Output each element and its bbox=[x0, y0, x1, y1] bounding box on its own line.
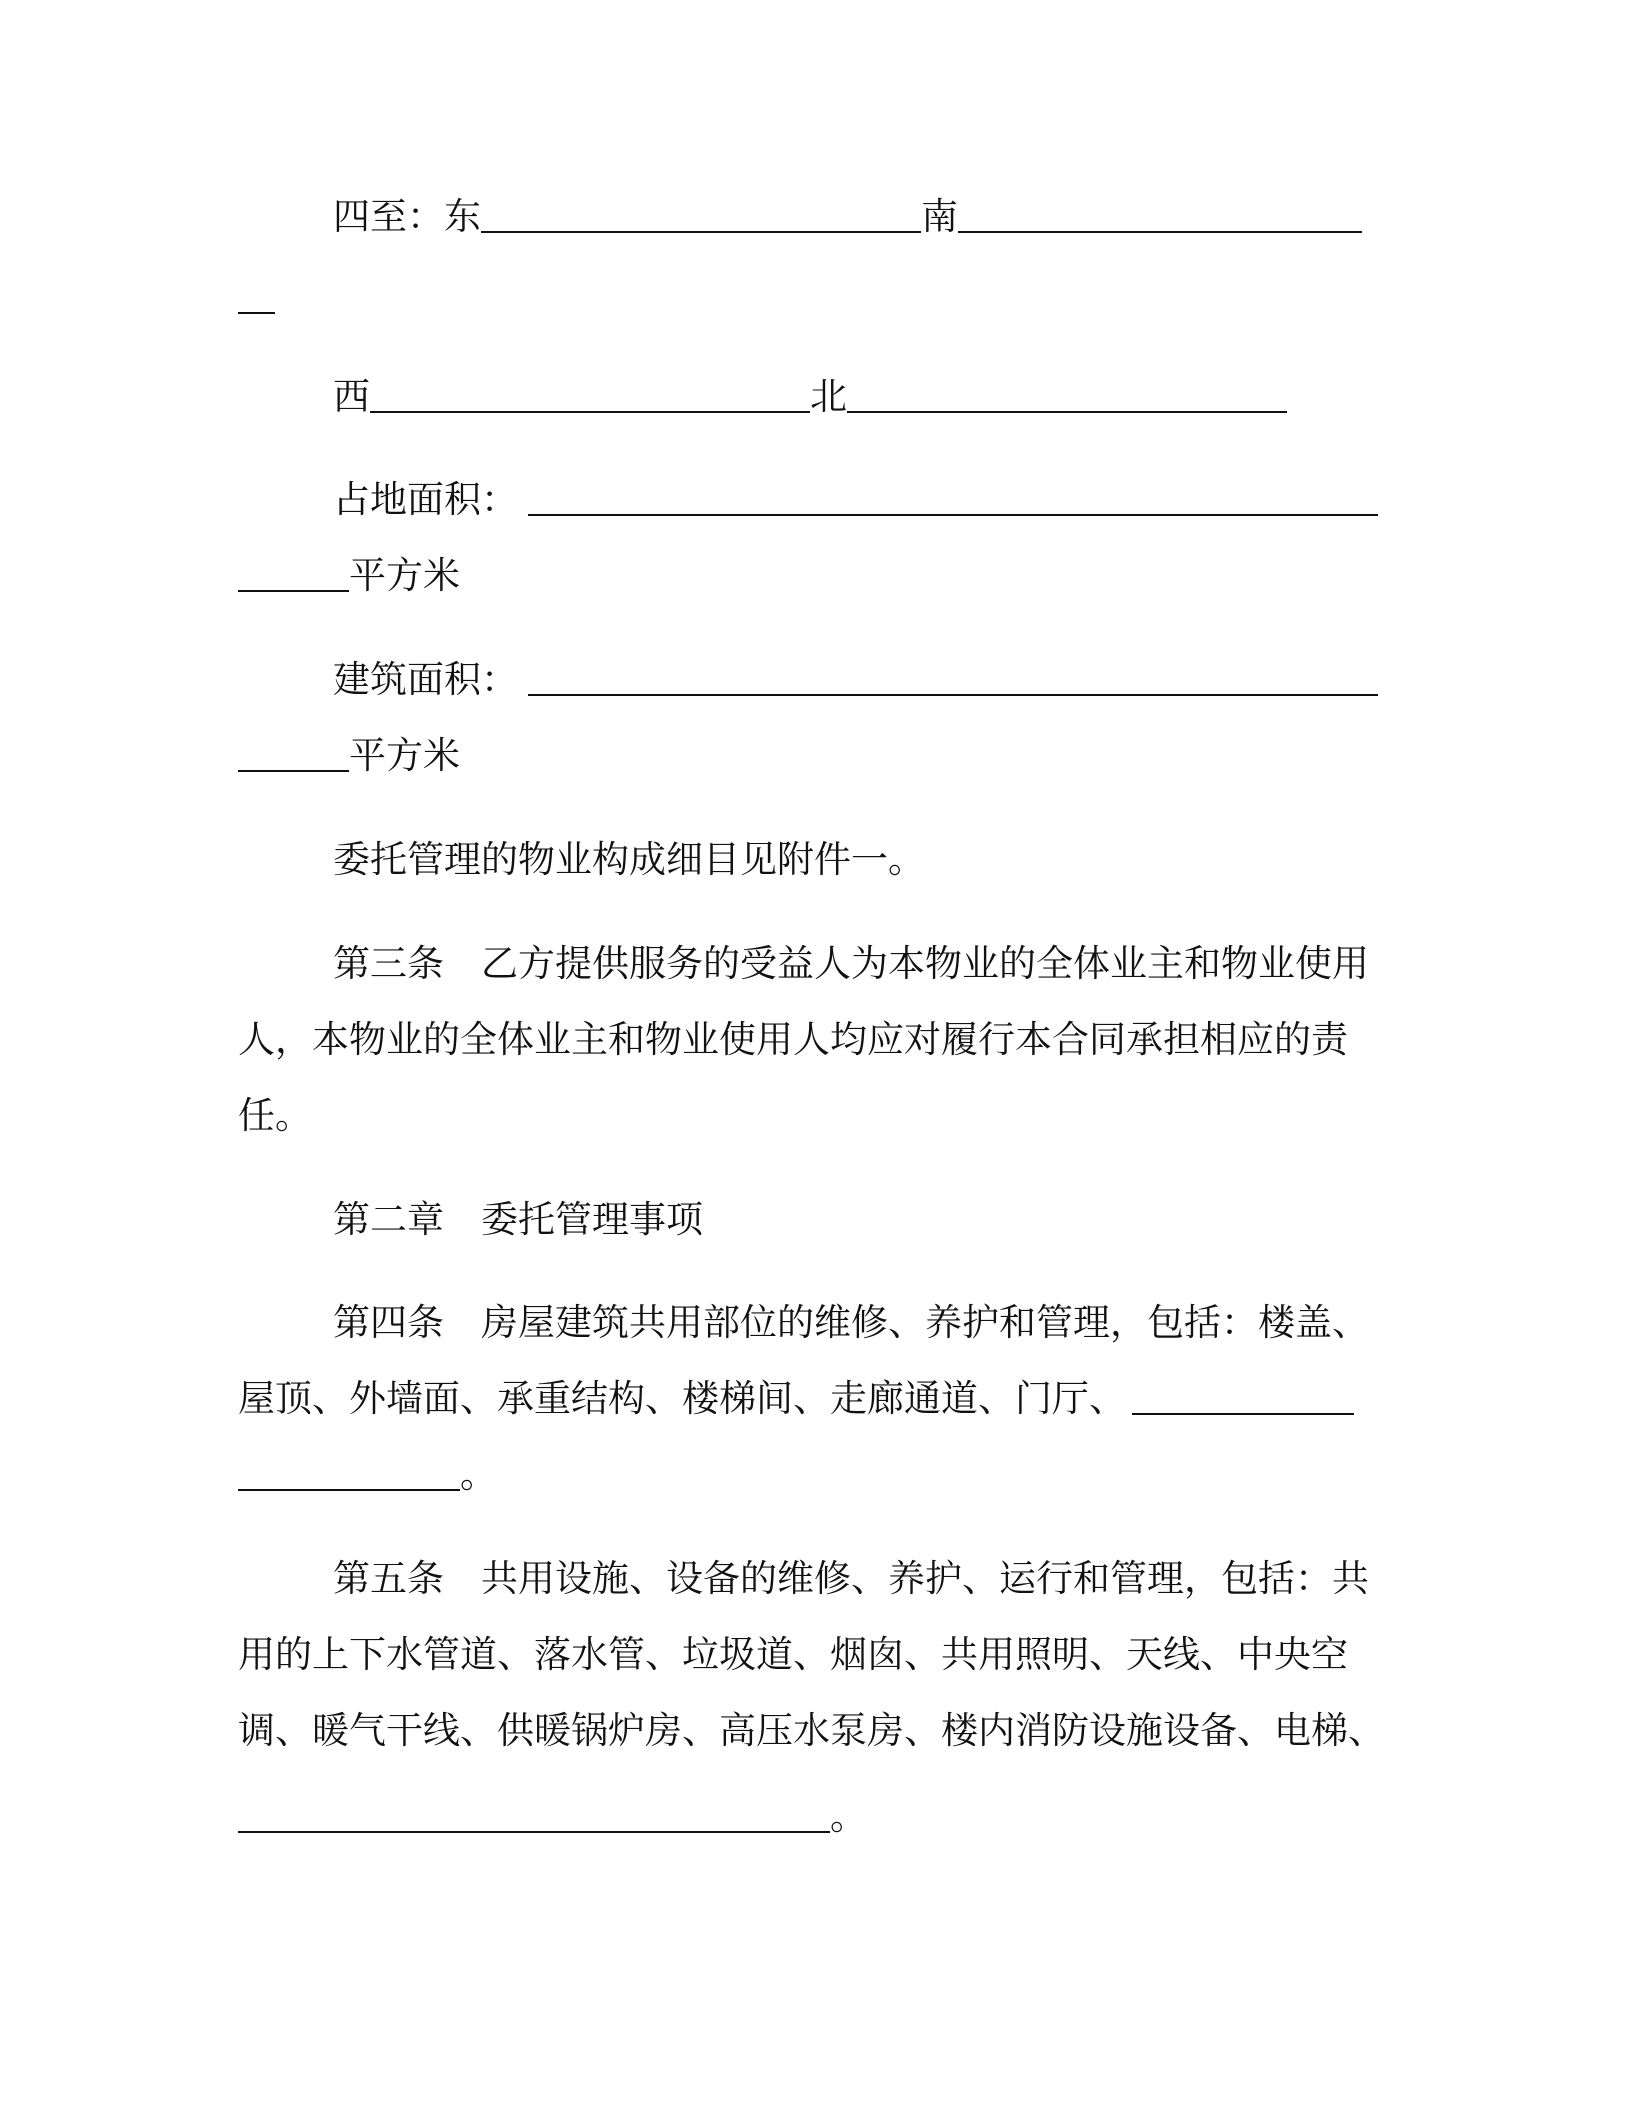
article5-line1 bbox=[238, 1549, 1469, 1609]
article4-line1 bbox=[238, 1293, 1469, 1353]
article3-text2: 人，本物业的全体业主和物业使用人均应对履行本合同承担相应的责 bbox=[238, 1018, 1348, 1061]
west-blank[interactable] bbox=[370, 411, 810, 413]
land-area-unit-line bbox=[238, 546, 1374, 606]
south-blank-tail[interactable] bbox=[238, 312, 275, 314]
building-area-blank[interactable] bbox=[528, 694, 1378, 696]
land-area-blank-tail[interactable] bbox=[238, 590, 349, 592]
article5-text2: 用的上下水管道、落水管、垃圾道、烟囱、共用照明、天线、中央空 bbox=[238, 1633, 1348, 1676]
article3-text1: 乙方提供服务的受益人为本物业的全体业主和物业使用 bbox=[481, 942, 1369, 985]
land-area-unit: 平方米 bbox=[349, 554, 460, 597]
boundaries-line bbox=[238, 187, 1469, 247]
south-blank-continuation bbox=[238, 268, 1374, 328]
north-blank[interactable] bbox=[847, 411, 1287, 413]
west-label: 西 bbox=[333, 375, 370, 418]
article4-text2: 屋顶、外墙面、承重结构、楼梯间、走廊通道、门厅、 bbox=[238, 1377, 1126, 1420]
article4-text1: 房屋建筑共用部位的维修、养护和管理，包括：楼盖、 bbox=[481, 1301, 1369, 1344]
article3-line2 bbox=[238, 1010, 1374, 1070]
west-north-line bbox=[238, 367, 1469, 427]
north-label: 北 bbox=[810, 375, 847, 418]
land-area-blank[interactable] bbox=[528, 514, 1378, 516]
east-blank[interactable] bbox=[481, 231, 921, 233]
boundaries-label: 四至： bbox=[333, 195, 444, 238]
east-label: 东 bbox=[444, 195, 481, 238]
land-area-line bbox=[238, 470, 1469, 530]
building-area-unit: 平方米 bbox=[349, 734, 460, 777]
article5-line3 bbox=[238, 1701, 1385, 1761]
land-area-label: 占地面积： bbox=[333, 478, 518, 521]
article3-line1 bbox=[238, 934, 1469, 994]
article4-blank-tail[interactable] bbox=[238, 1489, 460, 1491]
article5-text3: 调、暖气干线、供暖锅炉房、高压水泵房、楼内消防设施设备、电梯、 bbox=[238, 1709, 1385, 1752]
article5-text1: 共用设施、设备的维修、养护、运行和管理，包括：共 bbox=[481, 1557, 1369, 1600]
appendix-note-text: 委托管理的物业构成细目见附件一。 bbox=[333, 838, 925, 881]
article4-blank[interactable] bbox=[1132, 1413, 1354, 1415]
building-area-unit-line bbox=[238, 726, 1374, 786]
article3-text3: 任。 bbox=[238, 1094, 312, 1137]
chapter2-heading bbox=[238, 1190, 1469, 1250]
article4-line3 bbox=[238, 1445, 1374, 1505]
article4-line2 bbox=[238, 1369, 1374, 1429]
article3-title: 第三条 bbox=[333, 942, 444, 985]
article4-title: 第四条 bbox=[333, 1301, 444, 1344]
chapter2-name: 委托管理事项 bbox=[481, 1198, 703, 1241]
south-blank[interactable] bbox=[958, 231, 1362, 233]
article5-line2 bbox=[238, 1625, 1374, 1685]
chapter2-title: 第二章 bbox=[333, 1198, 444, 1241]
article4-end: 。 bbox=[460, 1453, 497, 1496]
article5-line4 bbox=[238, 1787, 1374, 1847]
article5-blank[interactable] bbox=[238, 1831, 830, 1833]
building-area-line bbox=[238, 650, 1469, 710]
building-area-label: 建筑面积： bbox=[333, 658, 518, 701]
south-label: 南 bbox=[921, 195, 958, 238]
appendix-note bbox=[238, 830, 1469, 890]
article5-end: 。 bbox=[830, 1795, 867, 1838]
building-area-blank-tail[interactable] bbox=[238, 770, 349, 772]
article3-line3 bbox=[238, 1086, 1374, 1146]
article5-title: 第五条 bbox=[333, 1557, 444, 1600]
